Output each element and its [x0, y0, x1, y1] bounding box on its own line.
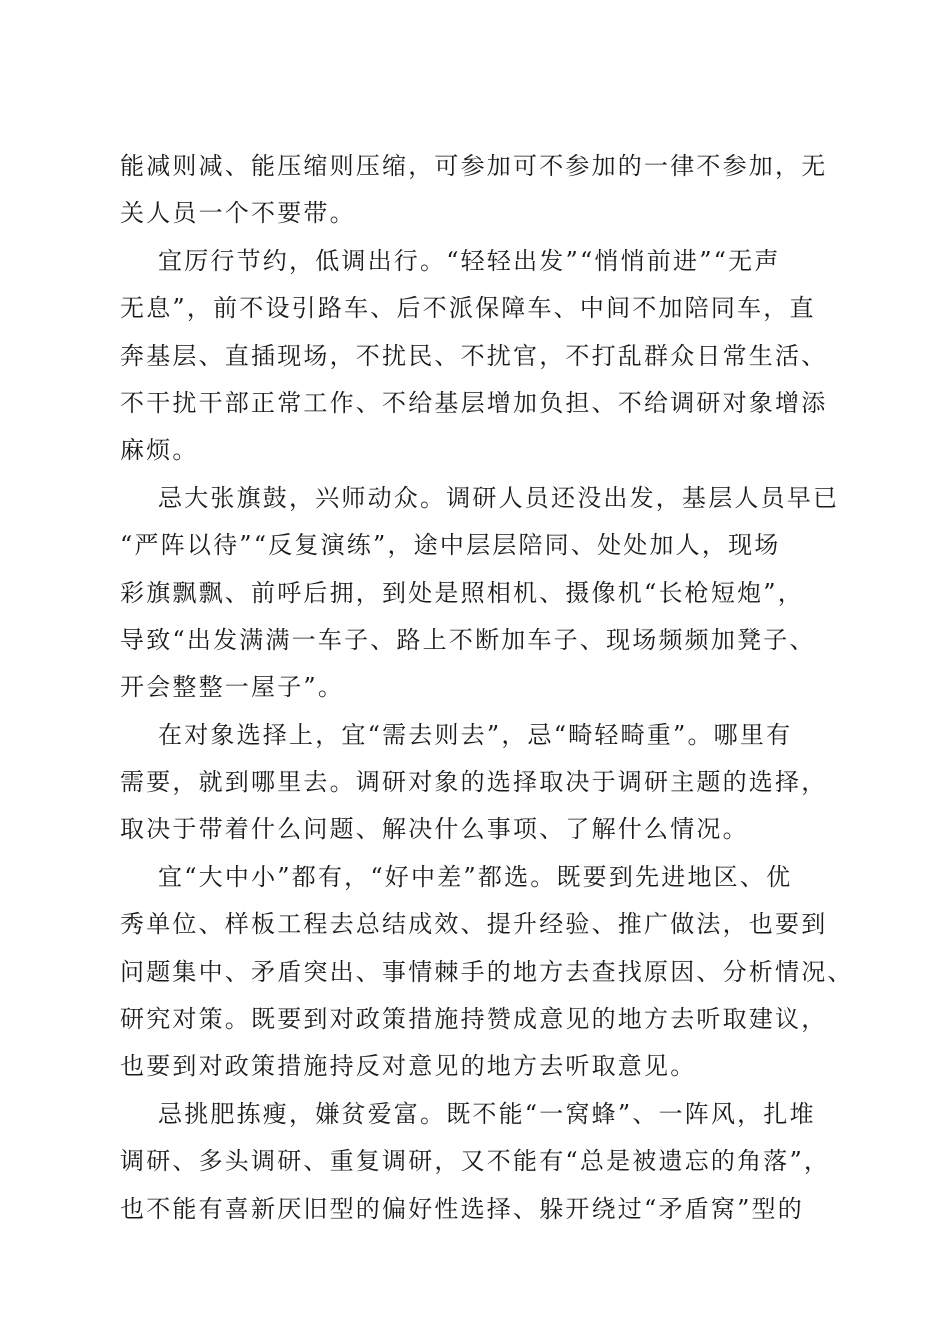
- body-text: [120, 143, 854, 1233]
- text-line: 奔基层、直插现场，不扰民、不扰官，不打乱群众日常生活、: [120, 341, 828, 370]
- text-line: 导致“出发满满一车子、路上不断加车子、现场频频加凳子、: [120, 625, 816, 654]
- text-line: 宜厉行节约，低调出行。“轻轻出发”“悄悄前进”“无声: [158, 246, 781, 275]
- text-line: 不干扰干部正常工作、不给基层增加负担、不给调研对象增添: [120, 388, 828, 417]
- text-line: 宜“大中小”都有，“好中差”都选。既要到先进地区、优: [158, 862, 793, 891]
- text-line: 取决于带着什么问题、解决什么事项、了解什么情况。: [120, 815, 749, 844]
- text-line: 问题集中、矛盾突出、事情棘手的地方去查找原因、分析情况、: [120, 957, 854, 986]
- text-line: 忌大张旗鼓，兴师动众。调研人员还没出发，基层人员早已: [158, 483, 840, 512]
- text-line: 调研、多头调研、重复调研，又不能有“总是被遗忘的角落”，: [120, 1147, 831, 1176]
- text-line: 能减则减、能压缩则压缩，可参加可不参加的一律不参加，无: [120, 152, 828, 180]
- text-line: 忌挑肥拣瘦，嫌贫爱富。既不能“一窝蜂”、一阵风，扎堆: [158, 1099, 816, 1128]
- text-line: 麻烦。: [120, 436, 199, 465]
- text-line: “严阵以待”“反复演练”，途中层层陪同、处处加人，现场: [120, 531, 781, 560]
- text-line: 研究对策。既要到对政策措施持赞成意见的地方去听取建议，: [120, 1005, 828, 1034]
- text-line: 秀单位、样板工程去总结成效、提升经验、推广做法，也要到: [120, 910, 828, 939]
- text-line: 无息”，前不设引路车、后不派保障车、中间不加陪同车，直: [120, 294, 816, 323]
- text-line: 也要到对政策措施持反对意见的地方去听取意见。: [120, 1052, 697, 1081]
- text-line: 也不能有喜新厌旧型的偏好性选择、躲开绕过“矛盾窝”型的: [120, 1194, 804, 1223]
- text-line: 关人员一个不要带。: [120, 199, 356, 228]
- text-line: 在对象选择上，宜“需去则去”，忌“畸轻畸重”。哪里有: [158, 720, 793, 749]
- text-line: 彩旗飘飘、前呼后拥，到处是照相机、摄像机“长枪短炮”，: [120, 578, 804, 607]
- text-line: 需要，就到哪里去。调研对象的选择取决于调研主题的选择，: [120, 768, 828, 797]
- text-line: 开会整整一屋子”。: [120, 673, 345, 702]
